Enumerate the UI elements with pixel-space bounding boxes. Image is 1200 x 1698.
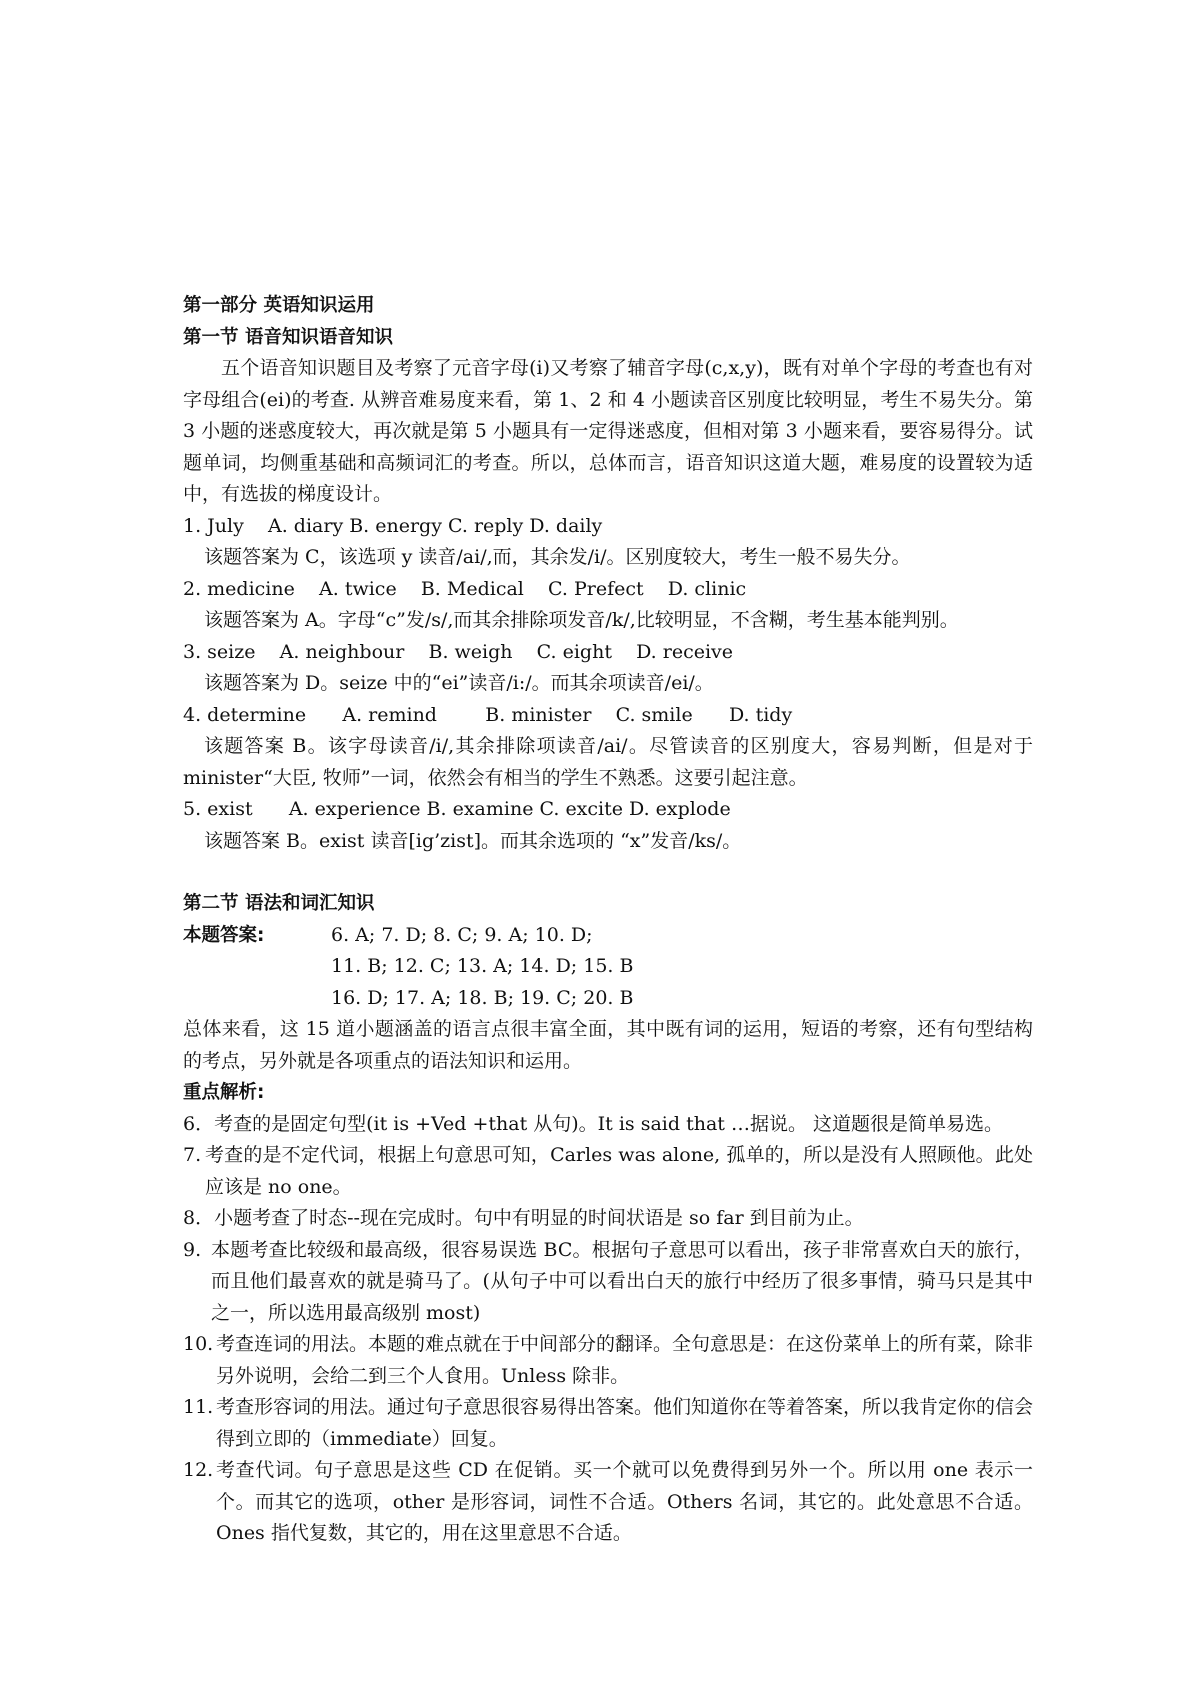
- answer-key-line: 16. D; 17. A; 18. B; 19. C; 20. B: [331, 986, 634, 1009]
- question-line: 4. determine A. remind B. minister C. smile D. tidy: [183, 703, 793, 726]
- question-answer: 该题答案 B。exist 读音[ig’zist]。而其余选项的 “x”发音/ks/。: [204, 829, 742, 852]
- question-answer: 该题答案为 D。seize 中的“ei”读音/i:/。而其余项读音/ei/。: [204, 672, 714, 694]
- analysis-title: 重点解析:: [183, 1082, 265, 1103]
- analysis-number: 10.: [183, 1333, 220, 1355]
- answer-key-line: 6. A; 7. D; 8. C; 9. A; 10. D;: [331, 923, 593, 946]
- section2-summary: 总体来看，这 15 道小题涵盖的语言点很丰富全面，其中既有词的运用，短语的考察，还有句型结构的考点，另外就是各项重点的语法知识和运用。: [183, 1018, 1033, 1072]
- analysis-number: 7.: [183, 1144, 208, 1166]
- analysis-number: 9.: [183, 1238, 208, 1261]
- analysis-item: [183, 1203, 1033, 1235]
- question-line: 1. July A. diary B. energy C. reply D. daily: [183, 514, 603, 537]
- question-answer: 该题答案为 A。字母“c”发/s/,而其余排除项发音/k/,比较明显，不含糊，考生基本能判别。: [204, 609, 959, 631]
- analysis-text: 考查的是不定代词，根据上句意思可知，Carles was alone, 孤单的，所以是没有人照顾他。此处应该是 no one。: [205, 1144, 1033, 1198]
- analysis-item: [183, 1455, 1033, 1550]
- question-answer: 该题答案为 C，该选项 y 读音/ai/,而，其余发/i/。区别度较大，考生一般不易失分。: [204, 546, 911, 568]
- analysis-item: [183, 1392, 1033, 1455]
- analysis-text: 考查代词。句子意思是这些 CD 在促销。买一个就可以免费得到另外一个。所以用 one 表示一个。而其它的选项，other 是形容词，词性不合适。Others 名词，其它的。此处意思不合适。 Ones 指代复数，其它的，用在这里意思不合适。: [216, 1459, 1033, 1544]
- analysis-text: 考查形容词的用法。通过句子意思很容易得出答案。他们知道你在等着答案，所以我肯定你的信会得到立即的（immediate）回复。: [216, 1396, 1034, 1450]
- analysis-text: 考查连词的用法。本题的难点就在于中间部分的翻译。全句意思是：在这份菜单上的所有菜，除非另外说明，会给二到三个人食用。Unless 除非。: [216, 1333, 1034, 1387]
- analysis-item: [183, 1109, 1033, 1141]
- answer-key-label: 本题答案:: [183, 924, 265, 946]
- analysis-text: 本题考查比较级和最高级，很容易误选 BC。根据句子意思可以看出，孩子非常喜欢白天的旅行，而且他们最喜欢的就是骑马了。(从句子中可以看出白天的旅行中经历了很多事情，骑马只是其中之一，所以选用最高级别 most): [211, 1238, 1033, 1324]
- analysis-item: [183, 1235, 1033, 1330]
- analysis-number: 11.: [183, 1396, 220, 1418]
- analysis-item: [183, 1329, 1033, 1392]
- section1-title: 第一节 语音知识语音知识: [183, 326, 393, 348]
- part-title: 第一部分 英语知识运用: [183, 295, 375, 316]
- analysis-text: 考查的是固定句型(it is +Ved +that 从句)。It is said that …据说。 这道题很是简单易选。: [214, 1112, 1003, 1135]
- question-answer: 该题答案 B。该字母读音/i/,其余排除项读音/ai/。尽管读音的区别度大，容易判断，但是对于 minister“大臣, 牧师”一词，依然会有相当的学生不熟悉。这要引起注意。: [183, 735, 1033, 789]
- analysis-number: 6．: [183, 1112, 215, 1135]
- document-page: [183, 290, 1033, 1550]
- question-line: 2. medicine A. twice B. Medical C. Prefect D. clinic: [183, 577, 747, 600]
- question-line: 5. exist A. experience B. examine C. excite D. explode: [183, 798, 731, 820]
- answer-key: [183, 920, 1033, 1015]
- answer-key-line: 11. B; 12. C; 13. A; 14. D; 15. B: [331, 955, 634, 977]
- question-line: 3. seize A. neighbour B. weigh C. eight D. receive: [183, 640, 734, 663]
- analysis-text: 小题考查了时态--现在完成时。句中有明显的时间状语是 so far 到目前为止。: [214, 1207, 864, 1229]
- analysis-number: 8．: [183, 1207, 215, 1229]
- section-spacer: [183, 857, 1033, 888]
- analysis-number: 12.: [183, 1459, 220, 1481]
- analysis-item: [183, 1140, 1033, 1203]
- section2-title: 第二节 语法和词汇知识: [183, 893, 375, 914]
- section1-intro: 五个语音知识题目及考察了元音字母(i)又考察了辅音字母(c,x,y)，既有对单个字母的考查也有对字母组合(ei)的考查. 从辨音难易度来看，第 1、2 和 4 小题读音区别度比较明显，考生不易失分。第 3 小题的迷惑度较大，再次就是第 5 小题具有一定得迷惑度，但相对第 3 小题来看，要容易得分。试题单词，均侧重基础和高频词汇的考查。所以，总体而言，语音知识这道大题，难易度的设置较为适中，有选拔的梯度设计。: [183, 357, 1033, 505]
